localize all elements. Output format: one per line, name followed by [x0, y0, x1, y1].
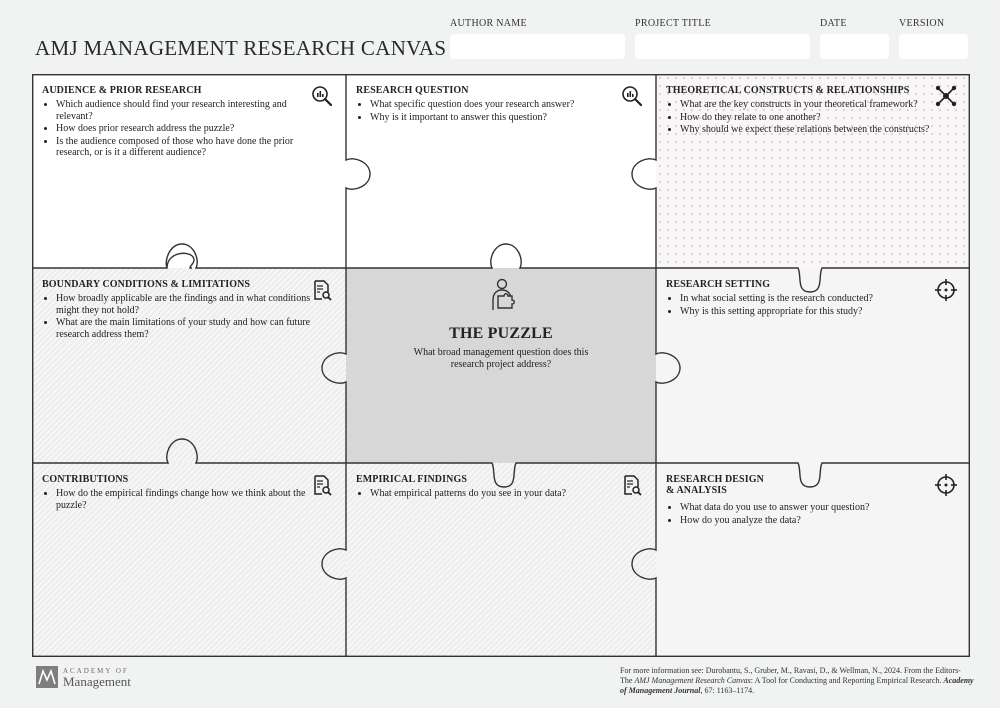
cell-questions — [42, 99, 312, 160]
list-item: • How do they relate to one another? — [680, 112, 936, 124]
citation-journal: Academy of Management Journal — [620, 676, 974, 695]
version-label: VERSION — [899, 18, 945, 29]
magnifier-chart-icon — [620, 84, 644, 108]
logo-text-top: ACADEMY OF — [63, 667, 129, 675]
document-search-icon — [310, 473, 334, 497]
list-item: • How broadly applicable are the findings and in what conditions might they not hold? — [56, 293, 312, 316]
list-item: • Which audience should find your research interesting and relevant? — [56, 99, 312, 122]
cell-questions — [666, 502, 936, 527]
list-item: • What specific question does your research answer? — [370, 99, 622, 111]
list-item: • Why is it important to answer this question? — [370, 112, 622, 124]
cell-questions — [356, 488, 622, 501]
crosshair-icon — [934, 278, 958, 302]
puzzle-title: THE PUZZLE — [449, 325, 553, 342]
page-title: AMJ MANAGEMENT RESEARCH CANVAS — [35, 36, 447, 60]
version-field[interactable] — [899, 34, 968, 59]
citation-suffix: , 67: 1163–1174. — [700, 686, 755, 695]
list-item: • Is the audience composed of those who have done the prior research, or is it a different audience? — [56, 136, 312, 159]
list-item: • Why should we expect these relations between the constructs? — [680, 124, 936, 136]
cell-title: EMPIRICAL FINDINGS — [356, 474, 467, 485]
cell-title: BOUNDARY CONDITIONS & LIMITATIONS — [42, 279, 251, 290]
date-field[interactable] — [820, 34, 889, 59]
cell-theoretical-constructs[interactable] — [656, 74, 970, 268]
cell-the-puzzle[interactable] — [346, 268, 656, 462]
cell-questions — [356, 99, 622, 124]
list-item: • Why is this setting appropriate for this study? — [680, 306, 936, 318]
project-title-field[interactable] — [635, 34, 810, 59]
cell-audience-prior-research[interactable] — [32, 74, 346, 268]
research-canvas — [32, 74, 970, 657]
cell-title: RESEARCH SETTING — [666, 279, 771, 290]
cell-title: THEORETICAL CONSTRUCTS & RELATIONSHIPS — [666, 85, 910, 96]
person-puzzle-icon — [487, 278, 517, 312]
cell-questions — [666, 99, 936, 137]
citation-prefix: For more information see: Durobantu, S., Gruber, M., Ravasi, D., & Wellman, N., 2024. From the Editors- The — [620, 666, 961, 685]
list-item: • What data do you use to answer your question? — [680, 502, 936, 514]
cell-title: RESEARCH DESIGN & ANALYSIS — [666, 474, 764, 496]
cell-title: AUDIENCE & PRIOR RESEARCH — [42, 85, 202, 96]
puzzle-description: What broad management question does this research project address? — [413, 347, 589, 370]
crosshair-icon — [934, 473, 958, 497]
cell-research-question[interactable] — [346, 74, 656, 268]
citation-middle: : A Tool for Conducting and Reporting Empirical Research. — [750, 676, 944, 685]
list-item: • In what social setting is the research conducted? — [680, 293, 936, 305]
author-name-field[interactable] — [450, 34, 625, 59]
list-item: • What empirical patterns do you see in your data? — [370, 488, 622, 500]
cell-questions — [42, 488, 312, 512]
citation-title: AMJ Management Research Canvas — [634, 676, 751, 685]
cell-questions — [666, 293, 936, 318]
document-search-icon — [620, 473, 644, 497]
list-item: • What are the main limitations of your study and how can future research address them? — [56, 317, 312, 340]
cell-research-setting[interactable] — [656, 268, 970, 463]
list-item: • How does prior research address the puzzle? — [56, 123, 312, 135]
date-label: DATE — [820, 18, 847, 29]
author-name-label: AUTHOR NAME — [450, 18, 527, 29]
logo-text-bottom: Management — [63, 674, 131, 689]
list-item: • What are the key constructs in your theoretical framework? — [680, 99, 936, 111]
aom-logo-mark-icon — [36, 666, 58, 688]
cell-boundary-conditions[interactable] — [32, 268, 346, 463]
cell-contributions[interactable] — [32, 463, 346, 657]
cell-research-design[interactable] — [656, 463, 970, 657]
cell-title: CONTRIBUTIONS — [42, 474, 129, 485]
magnifier-chart-icon — [310, 84, 334, 108]
cell-empirical-findings[interactable] — [346, 463, 656, 657]
cell-title: RESEARCH QUESTION — [356, 85, 469, 96]
list-item: • How do the empirical findings change how we think about the puzzle? — [56, 488, 312, 511]
academy-of-management-logo — [36, 666, 146, 694]
list-item: • How do you analyze the data? — [680, 515, 936, 527]
network-icon — [934, 84, 958, 108]
cell-questions — [42, 293, 312, 341]
project-title-label: PROJECT TITLE — [635, 18, 712, 29]
citation-footer — [620, 666, 975, 696]
document-search-icon — [310, 278, 334, 302]
